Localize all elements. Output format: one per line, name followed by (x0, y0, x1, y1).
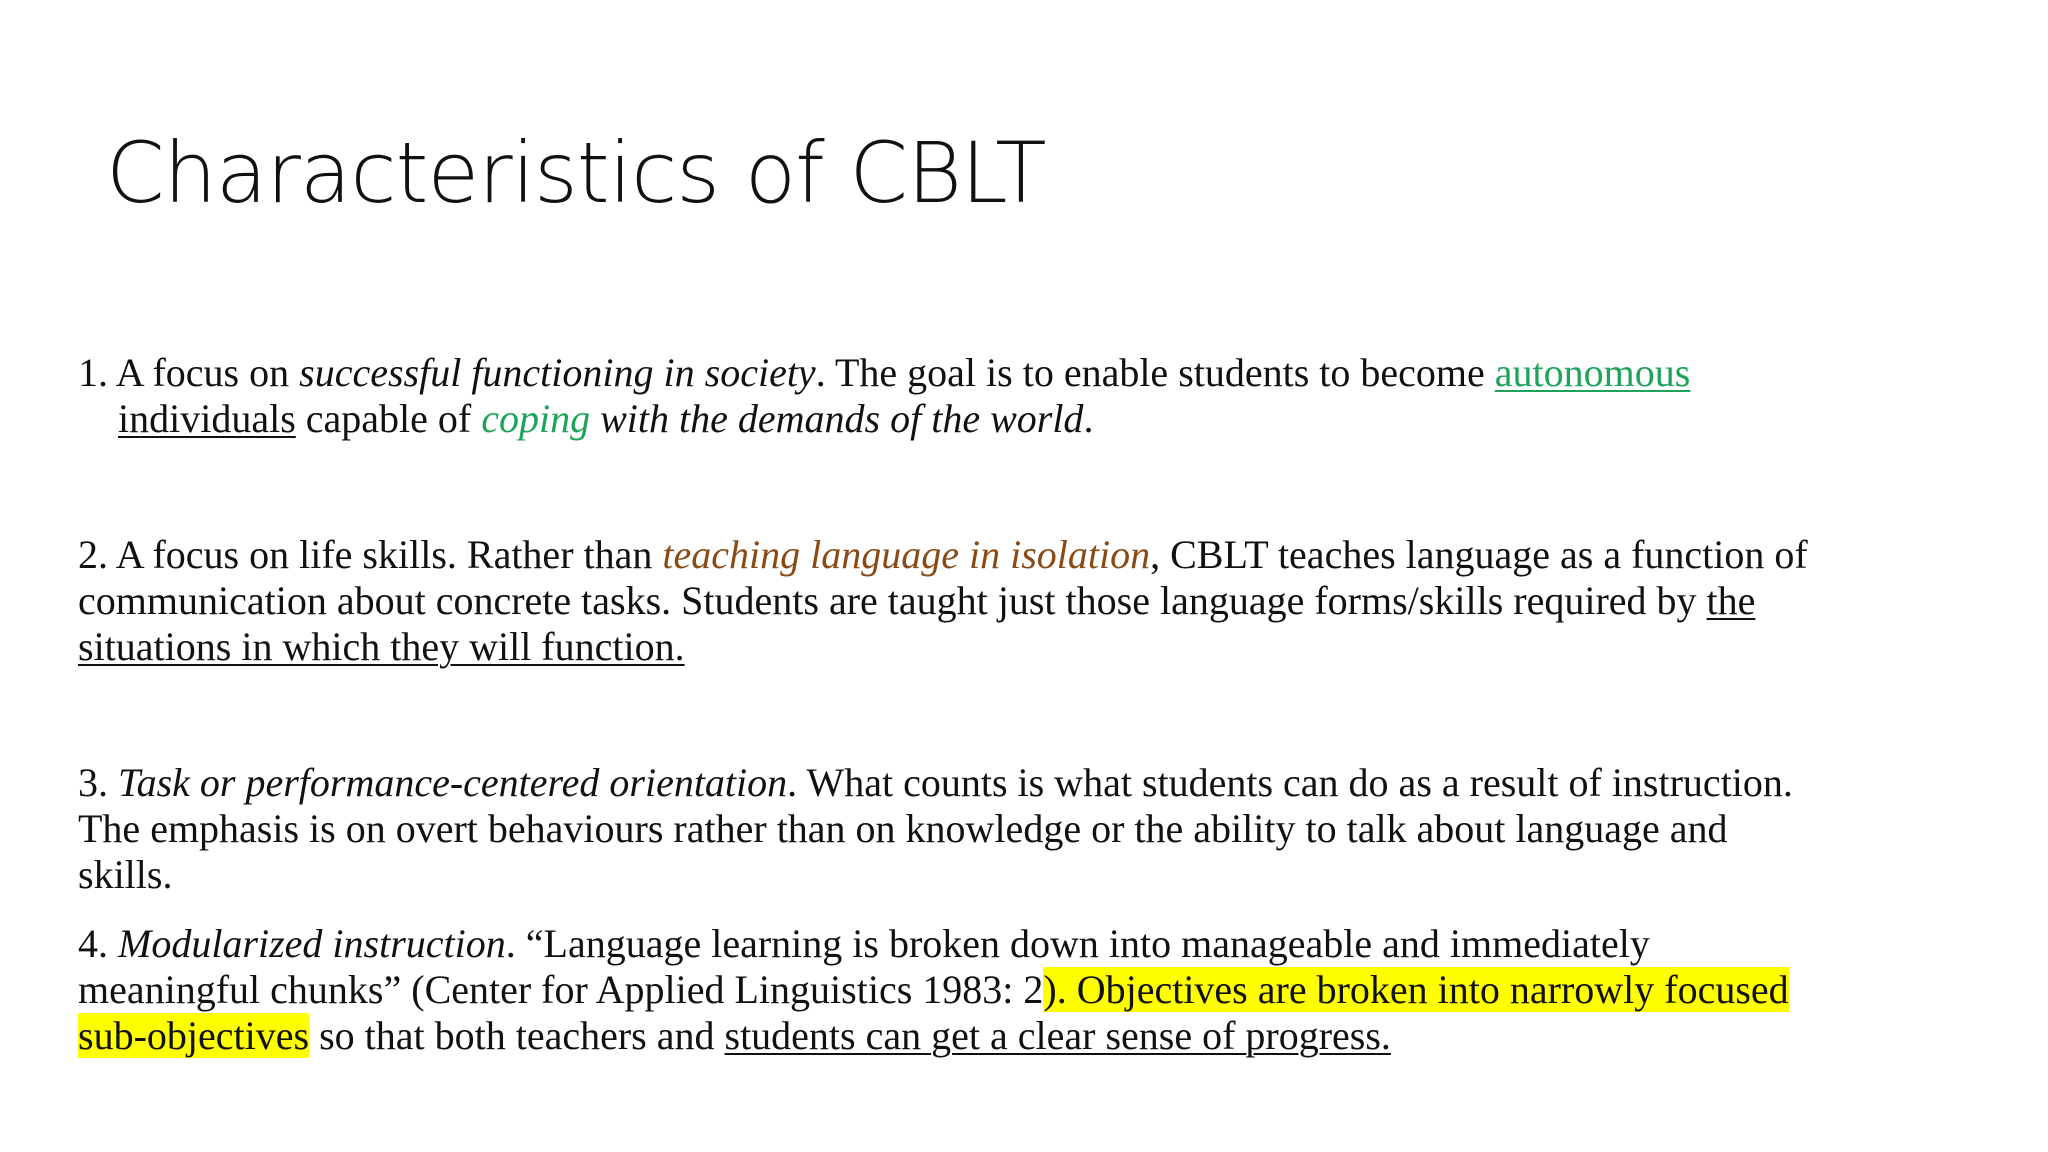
point-2-line-2 (78, 578, 1978, 624)
text: . The goal is to enable students to become (815, 350, 1495, 395)
point-1-line-1 (78, 350, 1978, 396)
italic-green-word: coping (481, 396, 591, 441)
point-3 (78, 760, 1978, 898)
underlined-phrase: students can get a clear sense of progress. (724, 1013, 1391, 1058)
text: 4. (78, 921, 118, 966)
text: skills. (78, 852, 173, 897)
point-3-line-2 (78, 806, 1978, 852)
italic-phrase: with the demands of the world (590, 396, 1084, 441)
highlighted-phrase: ). Objectives are broken into narrowly focused (1043, 967, 1789, 1012)
point-2 (78, 532, 1978, 670)
point-4-line-2 (78, 967, 1978, 1013)
highlighted-phrase: sub-objectives (78, 1013, 310, 1058)
text: The emphasis is on overt behaviours rather than on knowledge or the ability to talk about language and (78, 806, 1728, 851)
italic-phrase: Modularized instruction (118, 921, 506, 966)
text: , CBLT teaches language as a function of (1150, 532, 1808, 577)
point-4-line-1 (78, 921, 1978, 967)
text: capable of (295, 396, 482, 441)
italic-phrase: successful functioning in society (299, 350, 816, 395)
point-2-line-3 (78, 624, 1978, 670)
text: . “Language learning is broken down into manageable and immediately (505, 921, 1650, 966)
underlined-phrase: individuals (118, 396, 296, 441)
point-4 (78, 921, 1978, 1059)
text: 1. A focus on (78, 350, 300, 395)
point-4-line-3 (78, 1013, 1978, 1059)
underlined-phrase: the (1706, 578, 1756, 623)
underlined-phrase: situations in which they will function. (78, 624, 685, 669)
slide-title: Characteristics of CBLT (106, 124, 1046, 222)
text: . What counts is what students can do as a result of instruction. (787, 760, 1793, 805)
text: . (1083, 396, 1094, 441)
text: 2. A focus on life skills. Rather than (78, 532, 663, 577)
underlined-green-phrase: autonomous (1494, 350, 1691, 395)
text: communication about concrete tasks. Students are taught just those language forms/skills required by (78, 578, 1707, 623)
point-2-line-1 (78, 532, 1978, 578)
text: so that both teachers and (309, 1013, 725, 1058)
point-1 (78, 350, 1978, 442)
point-3-line-1 (78, 760, 1978, 806)
text: meaningful chunks” (Center for Applied Linguistics 1983: 2 (78, 967, 1044, 1012)
point-3-line-3 (78, 852, 1978, 898)
text: 3. (78, 760, 118, 805)
italic-brown-phrase: teaching language in isolation (662, 532, 1151, 577)
point-1-line-2 (78, 396, 1978, 442)
italic-phrase: Task or performance-centered orientation (118, 760, 788, 805)
